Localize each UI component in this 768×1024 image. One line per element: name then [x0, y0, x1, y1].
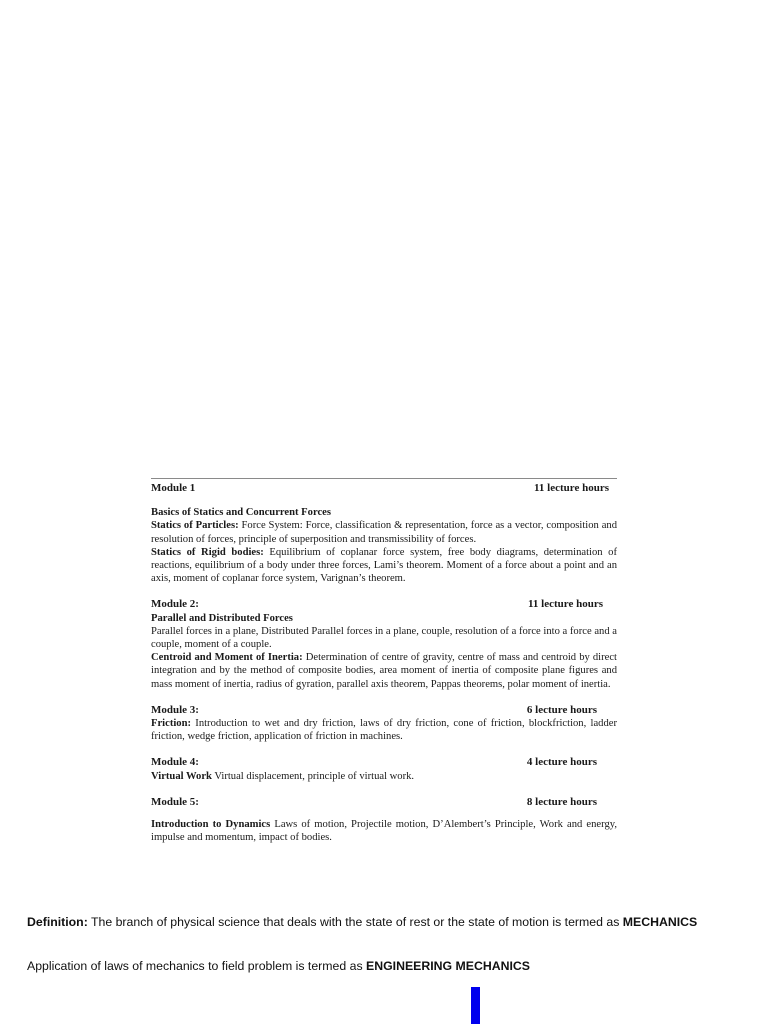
definition-line [27, 915, 757, 929]
application-text: Application of laws of mechanics to field problem is termed as [27, 959, 367, 973]
module-header [151, 482, 617, 495]
paragraph-lead: Statics of Rigid bodies: [151, 546, 264, 558]
paragraph-text: Virtual displacement, principle of virtual work. [211, 770, 415, 782]
module-header [151, 598, 617, 611]
module-header [151, 756, 617, 769]
syllabus-excerpt [151, 478, 617, 857]
module-hours: 6 lecture hours [526, 703, 597, 716]
paragraph-lead: Statics of Particles: [151, 520, 239, 532]
definition-term: MECHANICS [622, 915, 698, 929]
paragraph-lead: Introduction to Dynamics [151, 819, 271, 831]
module-header [151, 796, 617, 809]
module-5 [151, 796, 617, 845]
module-paragraph [151, 519, 617, 545]
module-paragraph [151, 717, 617, 743]
accent-bar [471, 987, 480, 1024]
paragraph-lead: Friction: [151, 718, 192, 730]
module-paragraph [151, 818, 617, 844]
module-title: Module 5: [151, 795, 199, 808]
module-3 [151, 704, 617, 744]
module-hours: 11 lecture hours [534, 482, 609, 494]
module-1 [151, 482, 617, 585]
definition-label: Definition: [27, 915, 88, 929]
module-hours: 4 lecture hours [526, 756, 597, 769]
paragraph-text: Force System: Force, classification & representation, force as a vector, composition and resolution of forces, principle of superposition and transmissibility of forces. [151, 520, 618, 545]
paragraph-lead: Virtual Work [151, 770, 212, 782]
module-paragraph [151, 546, 617, 586]
top-divider [151, 478, 617, 479]
module-title: Module 3: [151, 703, 199, 716]
module-paragraph [151, 651, 617, 691]
paragraph-text: Laws of motion, Projectile motion, D’Alembert’s Principle, Work and energy, impulse and momentum, impact of bodies. [151, 819, 617, 844]
module-paragraph [151, 625, 617, 651]
definition-text: The branch of physical science that deals with the state of rest or the state of motion is termed as [87, 915, 623, 929]
module-title: Module 4: [151, 756, 199, 769]
paragraph-text: Equilibrium of coplanar force system, free body diagrams, determination of reactions, equilibrium of a body under three forces, Lami’s theorem. Moment of a force about a point and an axis, moment of coplanar force system, Varignan’s theorem. [151, 546, 617, 585]
module-4 [151, 756, 617, 782]
module-subtitle: Parallel and Distributed Forces [151, 612, 293, 624]
application-line [27, 959, 757, 973]
application-term: ENGINEERING MECHANICS [366, 959, 530, 973]
module-title: Module 2: [151, 598, 199, 611]
module-header [151, 704, 617, 717]
module-paragraph [151, 770, 617, 783]
paragraph-text: Parallel forces in a plane, Distributed Parallel forces in a plane, couple, resolution of a force into a force and a couple, moment of a couple. [151, 625, 617, 651]
module-subtitle: Basics of Statics and Concurrent Forces [151, 507, 331, 519]
paragraph-text: Introduction to wet and dry friction, laws of dry friction, cone of friction, blockfriction, ladder friction, wedge friction, application of friction in machines. [151, 718, 617, 743]
module-2 [151, 598, 617, 690]
module-title: Module 1 [151, 482, 196, 494]
module-hours: 8 lecture hours [526, 795, 597, 808]
paragraph-text: Determination of centre of gravity, centre of mass and centroid by direct integration and by the method of composite bodies, area moment of inertia of composite plane figures and mass moment of inertia, radius of gyration, parallel axis theorem, Pappas theorems, polar moment of inertia. [151, 652, 617, 690]
paragraph-lead: Centroid and Moment of Inertia: [151, 652, 303, 664]
module-hours: 11 lecture hours [528, 598, 603, 611]
